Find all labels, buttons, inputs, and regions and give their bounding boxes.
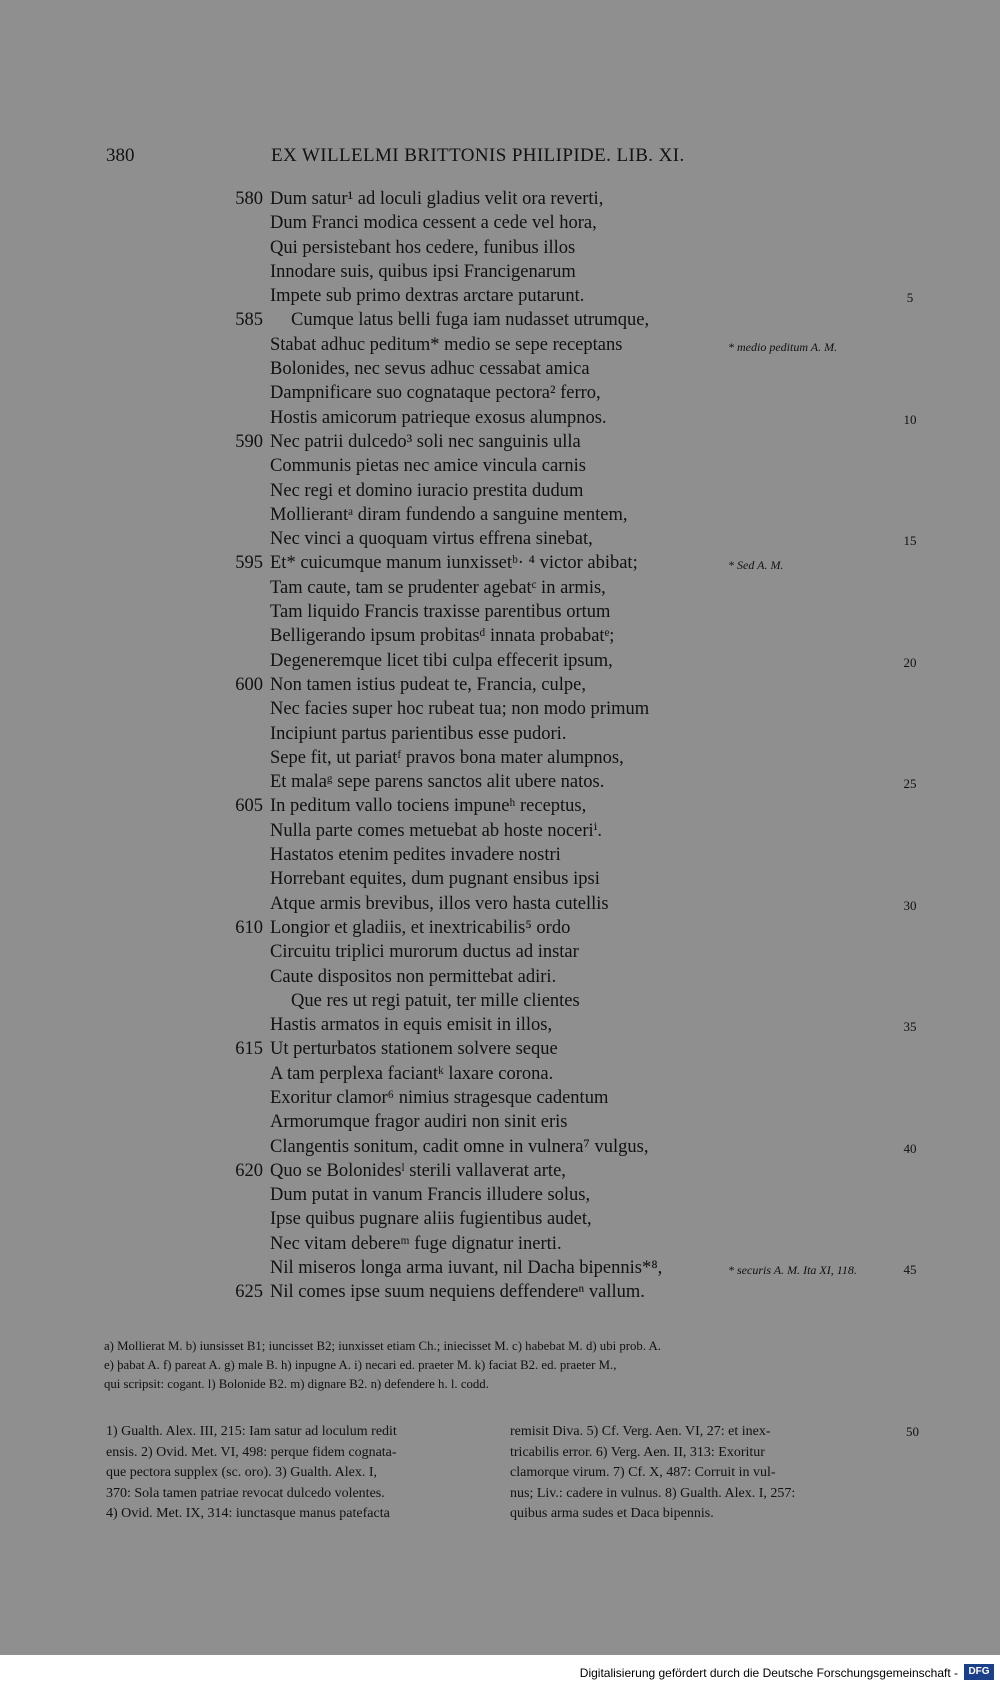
footnote-line: remisit Diva. 5) Cf. Verg. Aen. VI, 27: et inex-	[510, 1424, 771, 1439]
verse-text-line: Que res ut regi patuit, ter mille clientes	[291, 990, 580, 1011]
verse-text-line: Longior et gladiis, et inextricabilis⁵ ordo	[270, 917, 571, 938]
verse-text-line: Quo se Bolonidesˡ sterili vallaverat arte,	[270, 1160, 566, 1181]
verse-text-line: Bolonides, nec sevus adhuc cessabat amica	[270, 359, 590, 380]
verse-text-line: Nil comes ipse suum nequiens deffendereⁿ vallum.	[270, 1282, 645, 1303]
verse-text-line: Hastis armatos in equis emisit in illos,	[270, 1015, 553, 1036]
verse-line	[0, 1183, 1000, 1207]
verse-line	[0, 649, 1000, 673]
verse-number: 610	[235, 917, 263, 938]
verse-text-line: In peditum vallo tociens impuneʰ receptus,	[270, 796, 587, 817]
verse-line	[0, 624, 1000, 648]
verse-text-line: Innodare suis, quibus ipsi Francigenarum	[270, 261, 576, 282]
verse-text-line: Dum Franci modica cessent a cede vel hora,	[270, 213, 597, 234]
verse-line	[0, 1013, 1000, 1037]
verse-line	[0, 381, 1000, 405]
verse-text-line: Belligerando ipsum probitasᵈ innata probabatᵉ;	[270, 626, 615, 647]
verse-line	[0, 892, 1000, 916]
verse-line	[0, 600, 1000, 624]
verse-line	[0, 916, 1000, 940]
verse-number: 620	[235, 1160, 263, 1181]
verse-number: 585	[235, 310, 263, 331]
verse-text-line: Ut perturbatos stationem solvere seque	[270, 1039, 558, 1060]
verse-text-line: Communis pietas nec amice vincula carnis	[270, 456, 586, 477]
verse-text-line: Impete sub primo dextras arctare putarunt.	[270, 286, 585, 307]
verse-number: 595	[235, 553, 263, 574]
footnote-line: 1) Gualth. Alex. III, 215: Iam satur ad loculum redit	[106, 1424, 397, 1439]
footnote-line: tricabilis error. 6) Verg. Aen. II, 313: Exoritur	[510, 1444, 765, 1460]
verse-line	[0, 308, 1000, 332]
verse-text-line: A tam perplexa faciantᵏ laxare corona.	[270, 1063, 554, 1084]
verse-line	[0, 1232, 1000, 1256]
verse-text-line: Tam caute, tam se prudenter agebatᶜ in armis,	[270, 577, 606, 598]
funding-credit: Digitalisierung gefördert durch die Deutsche Forschungsgemeinschaft -	[579, 1666, 958, 1680]
verse-line	[0, 794, 1000, 818]
verse-text-line: Caute dispositos non permittebat adiri.	[270, 966, 557, 987]
footnote-line: 370: Sola tamen patriae revocat dulcedo volentes.	[106, 1485, 385, 1501]
verse-line	[0, 1280, 1000, 1304]
verse-text-line: Qui persistebant hos cedere, funibus illos	[270, 237, 576, 258]
verse-line	[0, 843, 1000, 867]
verse-text-line: Mollierantᵃ diram fundendo a sanguine mentem,	[270, 504, 628, 525]
apparatus-line: e) þabat A. f) pareat A. g) male B. h) inpugne A. i) necari ed. praeter M. k) faciat B2. ed. praeter M.,	[104, 1358, 617, 1372]
verse-text-line: Non tamen istius pudeat te, Francia, culpe,	[270, 674, 586, 695]
footnote-line: que pectora supplex (sc. oro). 3) Gualth. Alex. I,	[106, 1465, 377, 1480]
verse-line	[0, 527, 1000, 551]
verse-text-line: Tam liquido Francis traxisse parentibus ortum	[270, 602, 611, 623]
verse-line	[0, 1256, 1000, 1280]
verse-line	[0, 284, 1000, 308]
margin-note: * securis A. M. Ita XI, 118.	[728, 1263, 857, 1278]
running-header	[106, 145, 726, 171]
footnote-line: clamorque virum. 7) Cf. X, 487: Corruit in vul-	[510, 1465, 776, 1480]
verse-text-line: Clangentis sonitum, cadit omne in vulnera⁷ vulgus,	[270, 1136, 649, 1157]
verse-line	[0, 1086, 1000, 1110]
verse-number: 580	[235, 189, 263, 209]
verse-line	[0, 211, 1000, 235]
margin-line-number: 15	[903, 533, 917, 549]
verse-line	[0, 697, 1000, 721]
verse-line	[0, 819, 1000, 843]
verse-line	[0, 989, 1000, 1013]
verse-text-line: Armorumque fragor audiri non sinit eris	[270, 1112, 568, 1133]
verse-line	[0, 503, 1000, 527]
verse-text-line: Dum satur¹ ad loculi gladius velit ora reverti,	[270, 189, 604, 209]
verse-text-line: Nulla parte comes metuebat ab hoste noceriⁱ.	[270, 820, 602, 841]
footnote-line: ensis. 2) Ovid. Met. VI, 498: perque fidem cognata-	[106, 1444, 397, 1460]
verse-text-line: Nec facies super hoc rubeat tua; non modo primum	[270, 699, 650, 720]
verse-line	[0, 333, 1000, 357]
verse-line	[0, 867, 1000, 891]
verse-line	[0, 1037, 1000, 1061]
verse-text-line: Dum putat in vanum Francis illudere solus,	[270, 1185, 591, 1206]
verse-text-line: Ipse quibus pugnare aliis fugientibus audet,	[270, 1209, 592, 1230]
verse-line	[0, 722, 1000, 746]
verse-number: 615	[235, 1039, 263, 1060]
verse-text-line: Hastatos etenim pedites invadere nostri	[270, 845, 561, 866]
verse-number: 600	[235, 674, 263, 695]
verse-line	[0, 454, 1000, 478]
margin-line-number: 5	[906, 290, 914, 306]
verse-line	[0, 551, 1000, 575]
verse-text-line: Nil miseros longa arma iuvant, nil Dacha bipennis*⁸,	[270, 1258, 663, 1279]
verse-number: 605	[235, 796, 263, 817]
footnote-column-right	[510, 1422, 906, 1525]
verse-text-line: Et malaᵍ sepe parens sanctos alit ubere natos.	[270, 772, 605, 793]
verse-text-line: Exoritur clamor⁶ nimius stragesque cadentum	[270, 1087, 609, 1108]
margin-note: * medio peditum A. M.	[728, 339, 838, 354]
verse-text-line: Degeneremque licet tibi culpa effecerit ipsum,	[270, 650, 613, 671]
verse-text-line: Nec regi et domino iuracio prestita dudum	[270, 480, 584, 501]
credit-bar	[0, 1655, 1000, 1690]
running-title: EX WILLELMI BRITTONIS PHILIPIDE. LIB. XI.	[271, 145, 685, 166]
footnote-line: quibus arma sudes et Daca bipennis.	[510, 1506, 714, 1521]
verse-text-line: Incipiunt partus parientibus esse pudori.	[270, 723, 567, 744]
verse-text-line: Sepe fit, ut pariatᶠ pravos bona mater alumpnos,	[270, 747, 624, 768]
verse-line	[0, 430, 1000, 454]
verse-text-line: Dampnificare suo cognataque pectora² ferro,	[270, 383, 601, 404]
verse-line	[0, 746, 1000, 770]
apparatus-line: qui scripsit: cogant. l) Bolonide B2. m) dignare B2. n) defendere h. l. codd.	[104, 1377, 489, 1391]
footnote-line-number: 50	[906, 1424, 919, 1439]
verse-text-line: Hostis amicorum patrieque exosus alumpnos.	[270, 407, 607, 428]
dfg-logo[interactable]: DFG	[964, 1664, 994, 1680]
margin-line-number: 30	[903, 897, 917, 913]
apparatus-line: a) Mollierat M. b) iunsisset B1; iuncisset B2; iunxisset etiam Ch.; iniecisset M. c) habebat M. d) ubi prob. A.	[104, 1339, 661, 1353]
verse-line	[0, 1062, 1000, 1086]
verse-line	[0, 1207, 1000, 1231]
verse-line	[0, 1135, 1000, 1159]
verse-line	[0, 940, 1000, 964]
verse-text-line: Circuitu triplici murorum ductus ad instar	[270, 942, 579, 963]
verse-text-line: Nec vitam debereᵐ fuge dignatur inerti.	[270, 1233, 562, 1254]
margin-line-number: 10	[903, 411, 917, 427]
margin-note: * Sed A. M.	[728, 558, 784, 573]
margin-line-number: 25	[903, 776, 917, 792]
verse-text-line: Et* cuicumque manum iunxissetᵇ· ⁴ victor abibat;	[270, 553, 638, 574]
footnote-line: 4) Ovid. Met. IX, 314: iunctasque manus patefacta	[106, 1506, 390, 1521]
margin-line-number: 35	[903, 1019, 917, 1035]
critical-apparatus	[104, 1337, 904, 1394]
verse-line	[0, 673, 1000, 697]
verse-text-line: Stabat adhuc peditum* medio se sepe receptans	[270, 334, 623, 355]
verse-line	[0, 406, 1000, 430]
margin-line-number: 40	[903, 1140, 917, 1156]
page-number: 380	[106, 145, 135, 166]
verse-line	[0, 187, 1000, 211]
verse-text-line: Nec patrii dulcedo³ soli nec sanguinis ulla	[270, 431, 581, 452]
footnote-line: nus; Liv.: cadere in vulnus. 8) Gualth. Alex. I, 257:	[510, 1485, 796, 1501]
verse-number: 625	[235, 1282, 263, 1303]
margin-line-number: 20	[903, 654, 917, 670]
verse-number: 590	[235, 431, 263, 452]
margin-line-number: 45	[903, 1262, 917, 1278]
verse-line	[0, 576, 1000, 600]
verse-line	[0, 965, 1000, 989]
verse-line	[0, 260, 1000, 284]
footnote-column-left	[106, 1422, 496, 1525]
verse-text-line: Atque armis brevibus, illos vero hasta cutellis	[270, 893, 609, 914]
verse-line	[0, 1159, 1000, 1183]
verse-text-line: Nec vinci a quoquam virtus effrena sinebat,	[270, 529, 593, 550]
verse-line	[0, 479, 1000, 503]
verse-line	[0, 357, 1000, 381]
verse-text-line: Cumque latus belli fuga iam nudasset utrumque,	[291, 310, 650, 331]
verse-line	[0, 236, 1000, 260]
verse-line	[0, 770, 1000, 794]
verse-text	[0, 187, 1000, 1305]
verse-line	[0, 1110, 1000, 1134]
verse-text-line: Horrebant equites, dum pugnant ensibus ipsi	[270, 869, 600, 890]
